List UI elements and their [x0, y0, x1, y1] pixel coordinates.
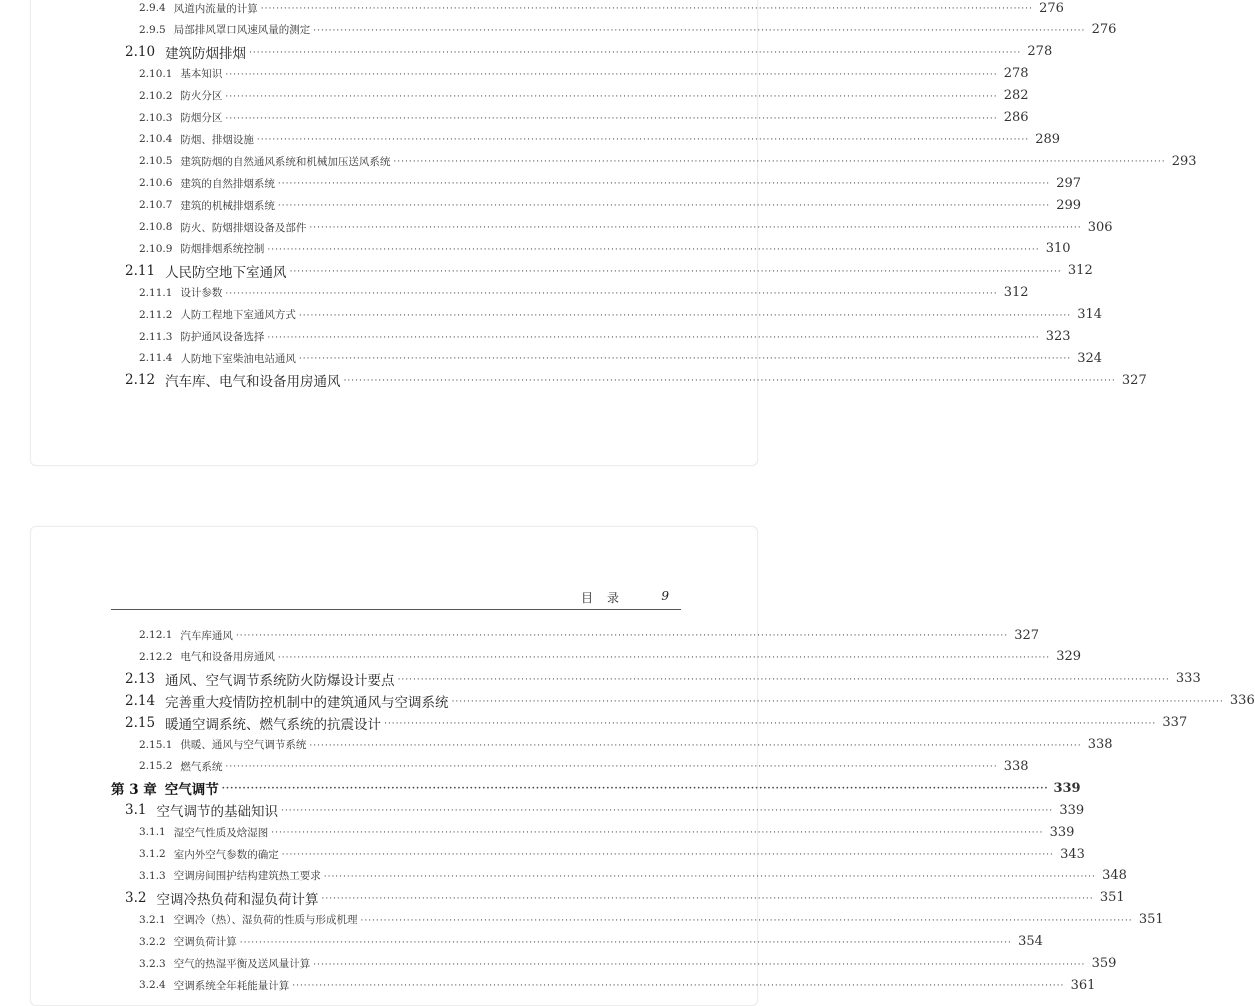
toc-entry-number: 2.9.4 [139, 2, 166, 14]
toc-entry-title: 建筑的机械排烟系统 [180, 199, 275, 212]
toc-entry-title: 基本知识 [180, 68, 223, 81]
toc-entry-number: 2.9.5 [139, 23, 166, 36]
toc-entry-title: 湿空气性质及焓湿图 [173, 826, 269, 839]
toc-leader-dots: ········································································································································································································ [277, 179, 1051, 190]
toc-leader-dots: ········································································································································································································ [225, 762, 998, 773]
toc-leader-dots: ········································································································································································································ [313, 25, 1086, 36]
toc-entry[interactable] [111, 931, 1043, 953]
toc-entry-number: 2.11.2 [139, 308, 173, 321]
toc-entry-page: 278 [1003, 66, 1029, 82]
running-header [111, 589, 681, 610]
toc-entry[interactable] [111, 347, 1103, 369]
toc-leader-dots: ········································································································································································································ [260, 4, 1033, 14]
toc-entry-title: 汽车库通风 [180, 629, 233, 642]
toc-entry[interactable] [111, 304, 1103, 326]
toc-entry-number: 2.11.3 [139, 330, 173, 343]
toc-entry-page: 359 [1091, 956, 1117, 971]
toc-entry-number: 2.10.8 [139, 221, 173, 233]
toc-entry-number: 3.1.2 [139, 848, 166, 860]
toc-entry-title: 建筑的自然排烟系统 [180, 177, 275, 190]
toc-entry-number: 2.12.2 [139, 650, 173, 663]
toc-entry-page: 339 [1049, 824, 1075, 840]
toc-entry[interactable] [111, 0, 1064, 19]
toc-entry-page: 327 [1121, 372, 1147, 388]
toc-entry[interactable] [111, 150, 1197, 172]
toc-leader-dots: ········································································································································································································ [225, 91, 998, 102]
toc-entry-number: 2.15.1 [139, 738, 173, 751]
toc-entry-number: 2.15 [125, 714, 156, 731]
toc-entry[interactable] [111, 777, 1081, 799]
toc-leader-dots: ········································································································································································································ [221, 784, 1049, 795]
toc-leader-dots: ········································································································································································································ [249, 47, 1022, 58]
toc-entry-number: 2.15.2 [139, 760, 173, 773]
toc-entry-page: 293 [1171, 153, 1197, 169]
toc-entry[interactable] [111, 128, 1061, 150]
toc-entry-title: 防护通风设备选择 [180, 331, 265, 343]
toc-entry-page: 348 [1102, 868, 1127, 884]
toc-entry-page: 299 [1056, 197, 1082, 213]
toc-entry-title: 室内外空气参数的确定 [173, 848, 279, 861]
toc-entry-number: 2.10.4 [139, 133, 173, 146]
toc-entry-number: 2.10.3 [139, 111, 173, 124]
toc-entry[interactable] [111, 369, 1147, 391]
toc-entry-title: 设计参数 [180, 287, 223, 300]
toc-entry-title: 建筑防烟排烟 [165, 45, 247, 62]
toc-entry-page: 276 [1091, 22, 1117, 38]
toc-entry-title: 防火、防烟排烟设备及部件 [180, 221, 307, 234]
toc-entry-title: 空调冷热负荷和湿负荷计算 [156, 891, 319, 908]
toc-leader-dots: ········································································································································································································ [313, 959, 1086, 970]
toc-entry-title: 防烟分区 [180, 112, 223, 124]
toc-entry-page: 354 [1018, 934, 1043, 950]
toc-leader-dots: ········································································································································································································ [235, 631, 1009, 641]
toc-entry-page: 329 [1056, 649, 1082, 665]
toc-entry[interactable] [111, 974, 1096, 996]
toc-leader-dots: ········································································································································································································ [225, 288, 998, 299]
toc-leader-dots: ········································································································································································································ [397, 674, 1170, 685]
toc-entry-number: 2.10.5 [139, 155, 173, 168]
toc-entry-page: 351 [1138, 912, 1164, 928]
toc-entry-number: 2.10.2 [139, 89, 173, 102]
toc-entry[interactable] [111, 865, 1127, 887]
toc-entry[interactable] [111, 19, 1117, 41]
toc-entry-title: 完善重大疫情防控机制中的建筑通风与空调系统 [165, 694, 449, 711]
toc-entry-number: 2.10.6 [139, 177, 173, 190]
toc-entry-number: 3.2.1 [139, 913, 166, 926]
toc-leader-dots: ········································································································································································································ [384, 718, 1157, 729]
toc-entry[interactable] [111, 216, 1113, 238]
toc-entry-page: 351 [1099, 890, 1125, 906]
toc-entry-page: 343 [1060, 846, 1085, 862]
toc-entry[interactable] [111, 734, 1113, 756]
toc-entry-number: 3.2.2 [139, 935, 166, 948]
toc-entry-title: 人民防空地下室通风 [165, 264, 287, 281]
toc-entry-page: 327 [1014, 627, 1040, 643]
toc-entry-title: 空调冷（热）、湿负荷的性质与形成机理 [173, 914, 358, 927]
toc-entry-title: 空调房间围护结构建筑热工要求 [173, 870, 321, 883]
toc-entry-title: 通风、空气调节系统防火防爆设计要点 [165, 672, 395, 689]
toc-page-bottom [30, 526, 1255, 1006]
toc-entry[interactable] [111, 172, 1082, 194]
toc-entry-title: 防烟排烟系统控制 [180, 243, 265, 256]
toc-entry-page: 336 [1229, 693, 1255, 709]
toc-entry-number: 3.2 [125, 889, 147, 906]
toc-leader-dots: ········································································································································································································ [256, 135, 1030, 146]
toc-entry[interactable] [111, 843, 1085, 865]
toc-leader-dots: ········································································································································································································ [281, 850, 1054, 860]
toc-entry-number: 2.10 [125, 43, 156, 60]
toc-entry-page: 338 [1003, 758, 1029, 774]
toc-entry-title: 防火分区 [180, 90, 223, 103]
toc-entry-number: 3.2.4 [139, 979, 166, 992]
toc-entry[interactable] [111, 85, 1029, 107]
header-page-number: 9 [661, 589, 669, 603]
toc-leader-dots: ········································································································································································································ [277, 201, 1051, 212]
toc-entry-page: 361 [1070, 977, 1096, 993]
toc-leader-dots: ········································································································································································································ [239, 937, 1012, 948]
toc-leader-dots: ········································································································································································································ [360, 915, 1133, 926]
toc-entry-title: 空气的热湿平衡及送风量计算 [173, 958, 311, 970]
toc-entry-page: 333 [1175, 671, 1201, 687]
toc-entry-number: 2.14 [125, 692, 156, 709]
toc-entry[interactable] [111, 63, 1029, 85]
toc-leader-dots: ········································································································································································································ [225, 69, 998, 80]
toc-entry-number: 2.10.1 [139, 67, 173, 80]
toc-entry-page: 282 [1003, 88, 1029, 104]
toc-entry-title: 燃气系统 [180, 760, 223, 773]
toc-entry-page: 339 [1053, 780, 1081, 796]
toc-entry[interactable] [111, 755, 1029, 777]
toc-leader-dots: ········································································································································································································ [309, 223, 1082, 233]
toc-entry-page: 338 [1087, 737, 1113, 752]
toc-entry-title: 空气调节的基础知识 [156, 804, 278, 821]
toc-leader-dots: ········································································································································································································ [309, 740, 1082, 751]
toc-entry-number: 第 3 章 [111, 782, 157, 799]
toc-entry-number: 2.11.4 [139, 352, 173, 365]
toc-leader-dots: ········································································································································································································ [298, 310, 1072, 321]
toc-entry[interactable] [111, 326, 1071, 348]
toc-entry-page: 286 [1003, 110, 1029, 125]
toc-entry-number: 2.10.7 [139, 199, 173, 212]
toc-entry[interactable] [111, 953, 1117, 975]
toc-entry-page: 312 [1003, 285, 1029, 301]
toc-entry-title: 空气调节 [164, 782, 219, 799]
toc-entry-number: 2.13 [125, 670, 156, 687]
toc-entry-number: 3.1 [125, 802, 147, 819]
toc-leader-dots: ········································································································································································································ [277, 652, 1051, 663]
toc-entry[interactable] [111, 624, 1040, 646]
toc-entry[interactable] [111, 712, 1188, 734]
toc-leader-dots: ········································································································································································································ [271, 828, 1044, 839]
toc-entry-page: 297 [1056, 175, 1082, 191]
toc-entry-number: 2.12.1 [139, 629, 173, 641]
toc-entry-page: 289 [1035, 131, 1061, 147]
toc-entry[interactable] [111, 41, 1053, 63]
toc-entry-title: 人防地下室柴油电站通风 [180, 352, 296, 365]
toc-leader-dots: ········································································································································································································ [298, 354, 1072, 365]
toc-entry-title: 电气和设备用房通风 [180, 651, 275, 664]
toc-entry-page: 312 [1067, 263, 1093, 279]
toc-entry-title: 汽车库、电气和设备用房通风 [165, 374, 341, 391]
toc-entry[interactable] [111, 909, 1164, 931]
toc-entry-number: 3.1.1 [139, 826, 166, 839]
toc-entry-number: 2.12 [125, 372, 156, 389]
toc-entry-page: 324 [1077, 350, 1103, 366]
toc-page-top [30, 0, 1197, 466]
toc-entry-page: 337 [1162, 715, 1188, 731]
toc-leader-dots: ········································································································································································································ [267, 244, 1040, 255]
toc-entry-page: 276 [1039, 0, 1064, 16]
toc-entry-page: 310 [1045, 241, 1071, 257]
toc-entry[interactable] [111, 821, 1075, 843]
toc-entry-title: 暖通空调系统、燃气系统的抗震设计 [165, 716, 382, 733]
toc-entry[interactable] [111, 260, 1093, 282]
toc-leader-dots: ········································································································································································································ [321, 893, 1094, 904]
toc-leader-dots: ········································································································································································································ [323, 871, 1096, 882]
toc-entry-number: 3.2.3 [139, 957, 166, 970]
toc-entry[interactable] [111, 646, 1082, 668]
toc-leader-dots: ········································································································································································································ [280, 806, 1054, 817]
header-title: 目录 [580, 591, 633, 605]
toc-entry-number: 2.10.9 [139, 242, 173, 255]
toc-leader-dots: ········································································································································································································ [393, 157, 1166, 168]
toc-entry-title: 建筑防烟的自然通风系统和机械加压送风系统 [180, 155, 391, 168]
toc-entry[interactable] [111, 107, 1029, 129]
toc-entry-title: 人防工程地下室通风方式 [180, 309, 296, 322]
toc-entry[interactable] [111, 668, 1201, 690]
toc-entry-page: 339 [1059, 802, 1085, 818]
toc-entry[interactable] [111, 282, 1029, 304]
toc-leader-dots: ········································································································································································································ [343, 376, 1116, 387]
toc-leader-dots: ········································································································································································································ [451, 696, 1224, 707]
toc-entry-title: 空调负荷计算 [173, 936, 237, 949]
toc-entry[interactable] [111, 238, 1071, 260]
toc-entry-title: 空调系统全年耗能量计算 [173, 979, 290, 992]
toc-entry[interactable] [111, 799, 1085, 821]
toc-entry-page: 306 [1087, 219, 1113, 235]
toc-entry-title: 供暖、通风与空气调节系统 [180, 739, 307, 751]
toc-leader-dots: ········································································································································································································ [289, 266, 1062, 277]
toc-leader-dots: ········································································································································································································ [292, 981, 1065, 992]
toc-entry-page: 323 [1045, 329, 1071, 344]
toc-entry-number: 2.11.1 [139, 286, 173, 299]
toc-entry[interactable] [111, 887, 1125, 909]
toc-entry-title: 局部排风罩口风速风量的测定 [173, 24, 311, 37]
toc-entry-page: 314 [1077, 307, 1103, 323]
toc-entry-number: 3.1.3 [139, 869, 166, 882]
toc-entry-page: 278 [1027, 44, 1053, 60]
toc-entry-number: 2.11 [125, 262, 156, 279]
toc-leader-dots: ········································································································································································································ [267, 332, 1040, 343]
toc-leader-dots: ········································································································································································································ [225, 113, 998, 124]
toc-entry[interactable] [111, 194, 1082, 216]
toc-entry[interactable] [111, 690, 1255, 712]
toc-entry-title: 风道内流量的计算 [173, 2, 258, 15]
toc-entry-title: 防烟、排烟设施 [180, 133, 254, 146]
